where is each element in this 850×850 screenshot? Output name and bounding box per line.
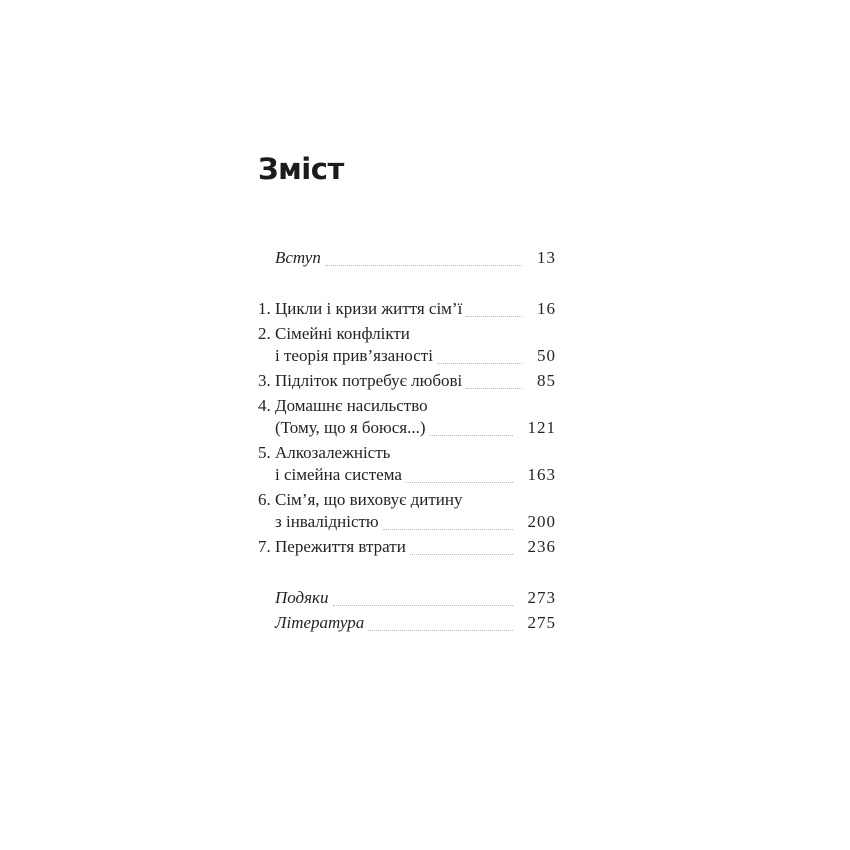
entry-text-block	[275, 587, 556, 609]
dotted-leader	[368, 613, 512, 631]
entry-text-block	[275, 298, 556, 320]
dotted-leader	[406, 465, 513, 483]
entry-page-number: 50	[537, 346, 556, 365]
entry-label-line1: Алкозалежність	[275, 443, 391, 462]
toc-entry	[258, 536, 556, 558]
entry-label-line1: Домашнє насильство	[275, 396, 428, 415]
entry-text-block	[275, 536, 556, 558]
table-of-contents-page	[258, 153, 556, 634]
toc-entry	[258, 395, 556, 439]
entry-text-block	[275, 395, 556, 439]
entry-number: 1.	[258, 299, 271, 318]
entry-number: 6.	[258, 490, 271, 509]
entry-page-number: 275	[527, 613, 556, 632]
page-title: Зміст	[258, 152, 344, 186]
toc-entry	[258, 323, 556, 367]
toc-entry-list	[258, 247, 556, 634]
dotted-leader	[333, 588, 513, 606]
entry-text-block	[275, 442, 556, 486]
entry-last-line	[275, 345, 556, 367]
dotted-leader	[325, 248, 522, 266]
entry-number: 2.	[258, 324, 271, 343]
entry-last-line	[275, 417, 556, 439]
entry-page-number: 121	[527, 418, 556, 437]
entry-label: Підліток потребує любові	[275, 371, 463, 390]
entry-text-block	[275, 612, 556, 634]
entry-page-number: 85	[537, 371, 556, 390]
entry-page-number: 200	[527, 512, 556, 531]
dotted-leader	[410, 537, 513, 555]
entry-label: (Тому, що я боюся...)	[275, 418, 426, 437]
entry-last-line	[275, 247, 556, 269]
entry-number: 7.	[258, 537, 271, 556]
dotted-leader	[466, 299, 522, 317]
toc-entry	[258, 370, 556, 392]
entry-page-number: 16	[537, 299, 556, 318]
toc-entry	[258, 587, 556, 609]
entry-label-line1: Сім’я, що виховує дитину	[275, 490, 463, 509]
dotted-leader	[437, 346, 522, 364]
entry-page-number: 273	[527, 588, 556, 607]
toc-entry	[258, 612, 556, 634]
entry-text-block	[275, 370, 556, 392]
entry-label: з інвалідністю	[275, 512, 379, 531]
dotted-leader	[466, 371, 522, 389]
entry-last-line	[275, 511, 556, 533]
toc-entry	[258, 489, 556, 533]
entry-last-line	[275, 298, 556, 320]
entry-number: 3.	[258, 371, 271, 390]
entry-label: і сімейна система	[275, 465, 402, 484]
entry-number: 5.	[258, 443, 271, 462]
entry-label: Пережиття втрати	[275, 537, 406, 556]
dotted-leader	[430, 418, 513, 436]
toc-entry	[258, 298, 556, 320]
entry-label: Література	[275, 613, 365, 632]
entry-last-line	[275, 587, 556, 609]
entry-page-number: 236	[527, 537, 556, 556]
dotted-leader	[383, 512, 513, 530]
entry-text-block	[275, 247, 556, 269]
entry-label: і теорія прив’язаності	[275, 346, 433, 365]
entry-text-block	[275, 323, 556, 367]
entry-last-line	[275, 370, 556, 392]
toc-entry	[258, 247, 556, 269]
entry-label-line1: Сімейні конфлікти	[275, 324, 410, 343]
entry-number: 4.	[258, 396, 271, 415]
entry-label: Цикли і кризи життя сім’ї	[275, 299, 463, 318]
entry-page-number: 163	[527, 465, 556, 484]
entry-last-line	[275, 464, 556, 486]
entry-label: Вступ	[275, 248, 321, 267]
entry-last-line	[275, 612, 556, 634]
entry-page-number: 13	[537, 248, 556, 267]
entry-last-line	[275, 536, 556, 558]
toc-entry	[258, 442, 556, 486]
entry-label: Подяки	[275, 588, 329, 607]
entry-text-block	[275, 489, 556, 533]
